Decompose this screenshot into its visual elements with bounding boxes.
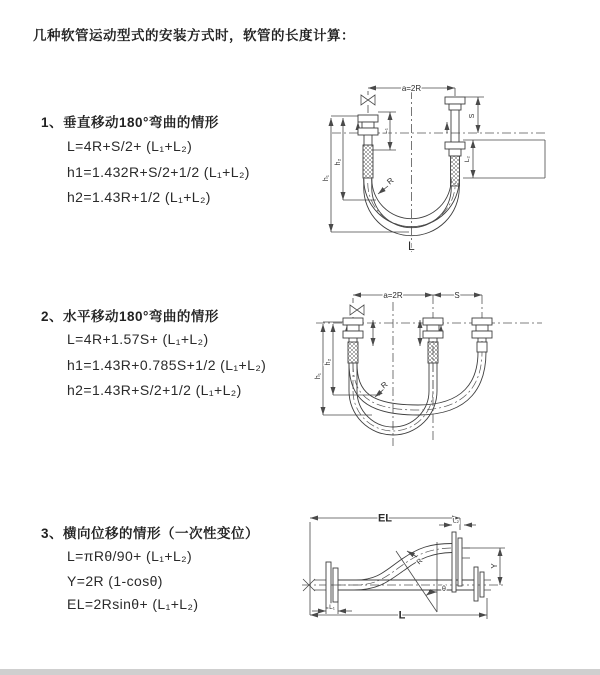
section-2-formula-L: L=4R+1.57S+ (L₁+L₂) <box>67 331 209 347</box>
diagram-horizontal-180-bend <box>302 288 560 450</box>
radius-arrow <box>407 551 417 557</box>
radius-label: R <box>415 557 425 567</box>
braided-hose-section <box>451 156 460 186</box>
dim-label-a2r: a=2R <box>401 84 422 93</box>
section-1-formula-h1: h1=1.432R+S/2+1/2 (L₁+L₂) <box>67 164 250 180</box>
radius-label: R <box>385 175 396 187</box>
dim-label-l1: L₁ <box>329 604 335 611</box>
angle-arc <box>426 592 437 596</box>
braided-hose-section <box>348 342 358 363</box>
ghost-straight-hose <box>338 567 491 601</box>
dim-label-a2r: a=2R <box>383 291 403 300</box>
radius-arrow <box>378 186 388 194</box>
dim-label-h1: h₁ <box>315 372 322 380</box>
displaced-flange <box>452 532 470 592</box>
section-2-formula-h2: h2=1.43R+S/2+1/2 (L₁+L₂) <box>67 382 242 398</box>
angle-label: θ <box>442 586 446 593</box>
section-1-heading: 1、垂直移动180°弯曲的情形 <box>41 115 219 130</box>
right-fitting-ghost <box>472 318 492 352</box>
dim-label-h2: h₂ <box>325 358 332 366</box>
diagram-vertical-180-bend <box>312 82 562 258</box>
dim-label-s: S <box>469 113 476 119</box>
s-curve-hose <box>332 544 452 591</box>
section-3-heading: 3、横向位移的情形（一次性变位） <box>41 526 260 541</box>
right-fitting <box>445 97 465 186</box>
section-1-formula-L: L=4R+S/2+ (L₁+L₂) <box>67 138 193 154</box>
section-3-formula-L: L=πRθ/90+ (L₁+L₂) <box>67 548 193 564</box>
braided-hose-section <box>477 342 487 352</box>
valve-icon <box>361 95 375 105</box>
u-bend-hose-wide <box>349 352 486 415</box>
diagram-lateral-displacement <box>298 500 576 650</box>
braided-hose-section <box>428 342 438 363</box>
length-label: L <box>398 609 406 622</box>
section-1-formula-h2: h2=1.43R+1/2 (L₁+L₂) <box>67 189 211 205</box>
valve-icon <box>350 305 364 315</box>
braided-hose-section <box>363 145 373 178</box>
dim-label-y: Y <box>490 563 499 569</box>
dim-label-l1: L₁ <box>382 128 389 134</box>
section-2-heading: 2、水平移动180°弯曲的情形 <box>41 309 219 324</box>
radius-label: R <box>379 379 390 391</box>
length-label: L <box>408 239 415 253</box>
dim-label-l2: L₂ <box>452 517 460 525</box>
dim-label-el: EL <box>377 512 393 525</box>
dim-label-l2: L₂ <box>464 155 471 163</box>
page-title: 几种软管运动型式的安装方式时，软管的长度计算： <box>33 28 355 43</box>
u-bend-hose <box>364 175 460 236</box>
dim-label-h1: h₁ <box>323 174 330 182</box>
section-3-formula-Y: Y=2R (1-cosθ) <box>67 573 163 589</box>
left-fitting <box>343 318 363 363</box>
dim-label-h2: h₂ <box>335 158 342 166</box>
section-3-formula-EL: EL=2Rsinθ+ (L₁+L₂) <box>67 596 199 612</box>
dimension-lines <box>323 295 482 415</box>
dim-label-s: S <box>454 291 460 300</box>
left-fitting <box>358 115 378 178</box>
page-edge-strip <box>0 669 600 675</box>
radius-arrow <box>375 389 384 397</box>
middle-fitting <box>423 318 443 363</box>
section-2-formula-h1: h1=1.43R+0.785S+1/2 (L₁+L₂) <box>67 357 267 373</box>
